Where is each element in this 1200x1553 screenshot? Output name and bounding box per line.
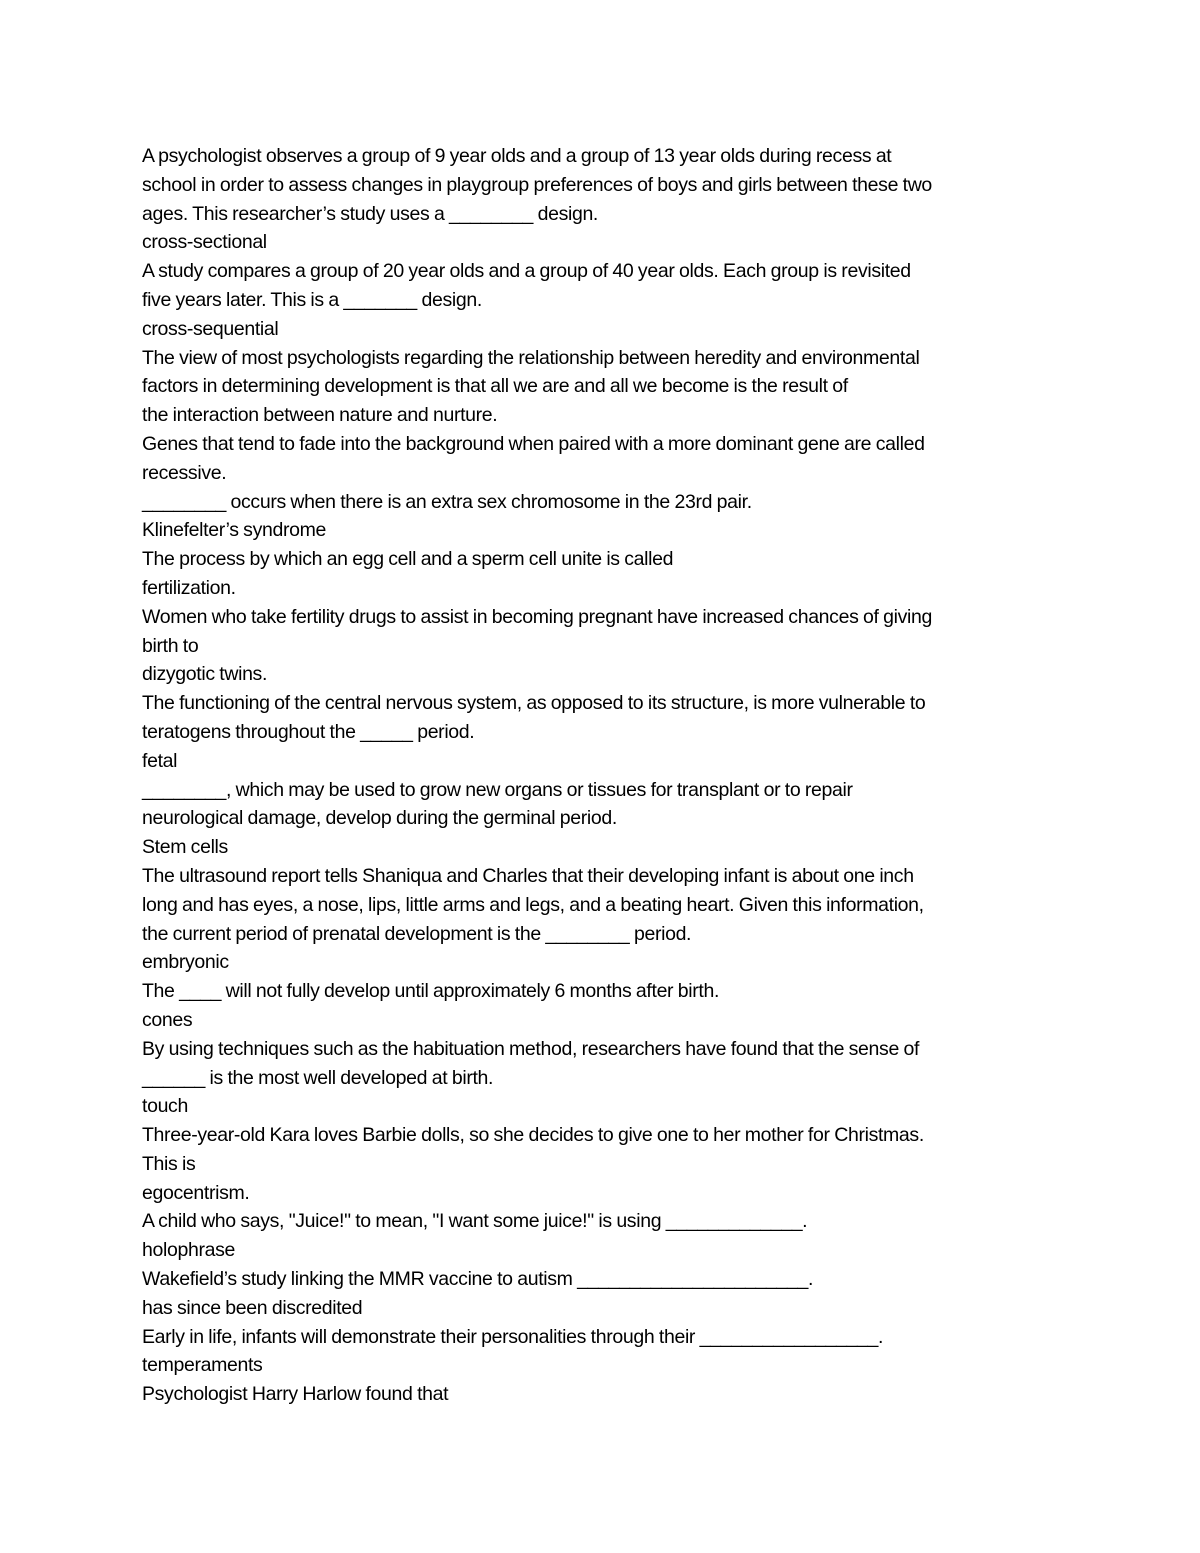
answer-line: fetal: [142, 749, 178, 772]
answer-line: cross-sectional: [142, 231, 267, 254]
text-line: By using techniques such as the habituation method, researchers have found that the sense of: [142, 1037, 920, 1060]
answer-line: dizygotic twins.: [142, 663, 268, 686]
answer-line: temperaments: [142, 1354, 263, 1377]
text-line: The ultrasound report tells Shaniqua and Charles that their developing infant is about one inch: [142, 864, 914, 887]
text-line: The process by which an egg cell and a sperm cell unite is called: [142, 548, 674, 571]
answer-line: embryonic: [142, 951, 229, 974]
text-line: teratogens throughout the _____ period.: [142, 720, 475, 743]
text-line: This is: [142, 1152, 196, 1175]
answer-line: touch: [142, 1095, 188, 1118]
text-line: Genes that tend to fade into the background when paired with a more dominant gene are called: [142, 432, 925, 455]
text-line: ages. This researcher’s study uses a ________ design.: [142, 202, 599, 225]
text-line: A child who says, "Juice!" to mean, "I want some juice!" is using _____________.: [142, 1210, 808, 1233]
text-line: five years later. This is a _______ design.: [142, 288, 482, 311]
answer-line: holophrase: [142, 1239, 235, 1262]
answer-line: fertilization.: [142, 576, 236, 599]
text-line: birth to: [142, 634, 199, 657]
text-line: factors in determining development is that all we are and all we become is the result of: [142, 375, 848, 398]
text-line: ________, which may be used to grow new organs or tissues for transplant or to repair: [142, 778, 853, 801]
text-line: Wakefield’s study linking the MMR vaccine to autism ______________________.: [142, 1268, 814, 1291]
answer-line: Stem cells: [142, 836, 228, 859]
answer-line: recessive.: [142, 461, 227, 484]
text-line: The view of most psychologists regarding the relationship between heredity and environmental: [142, 346, 920, 369]
text-line: A study compares a group of 20 year olds and a group of 40 year olds. Each group is revisited: [142, 260, 911, 283]
text-line: A psychologist observes a group of 9 year olds and a group of 13 year olds during recess at: [142, 145, 892, 167]
text-line: Psychologist Harry Harlow found that: [142, 1383, 449, 1406]
text-line: ______ is the most well developed at birth.: [142, 1066, 494, 1089]
answer-line: Klinefelter’s syndrome: [142, 519, 327, 542]
answer-line: cones: [142, 1008, 193, 1031]
text-line: The ____ will not fully develop until approximately 6 months after birth.: [142, 980, 720, 1003]
text-line: Early in life, infants will demonstrate their personalities through their _________________.: [142, 1325, 884, 1348]
text-line: neurological damage, develop during the germinal period.: [142, 807, 617, 830]
answer-line: has since been discredited: [142, 1296, 363, 1319]
answer-line: egocentrism.: [142, 1181, 250, 1204]
document-body: [142, 142, 1082, 1409]
text-line: ________ occurs when there is an extra sex chromosome in the 23rd pair.: [142, 490, 752, 513]
text-line: long and has eyes, a nose, lips, little arms and legs, and a beating heart. Given this information,: [142, 893, 924, 916]
text-line: school in order to assess changes in playgroup preferences of boys and girls between these two: [142, 173, 932, 196]
text-line: the current period of prenatal development is the ________ period.: [142, 922, 692, 945]
text-line: The functioning of the central nervous system, as opposed to its structure, is more vulnerable to: [142, 692, 926, 715]
text-line: Women who take fertility drugs to assist in becoming pregnant have increased chances of giving: [142, 605, 933, 628]
text-line: Three-year-old Kara loves Barbie dolls, so she decides to give one to her mother for Christmas.: [142, 1124, 924, 1147]
answer-line: cross-sequential: [142, 317, 279, 340]
answer-line: the interaction between nature and nurture.: [142, 404, 498, 427]
